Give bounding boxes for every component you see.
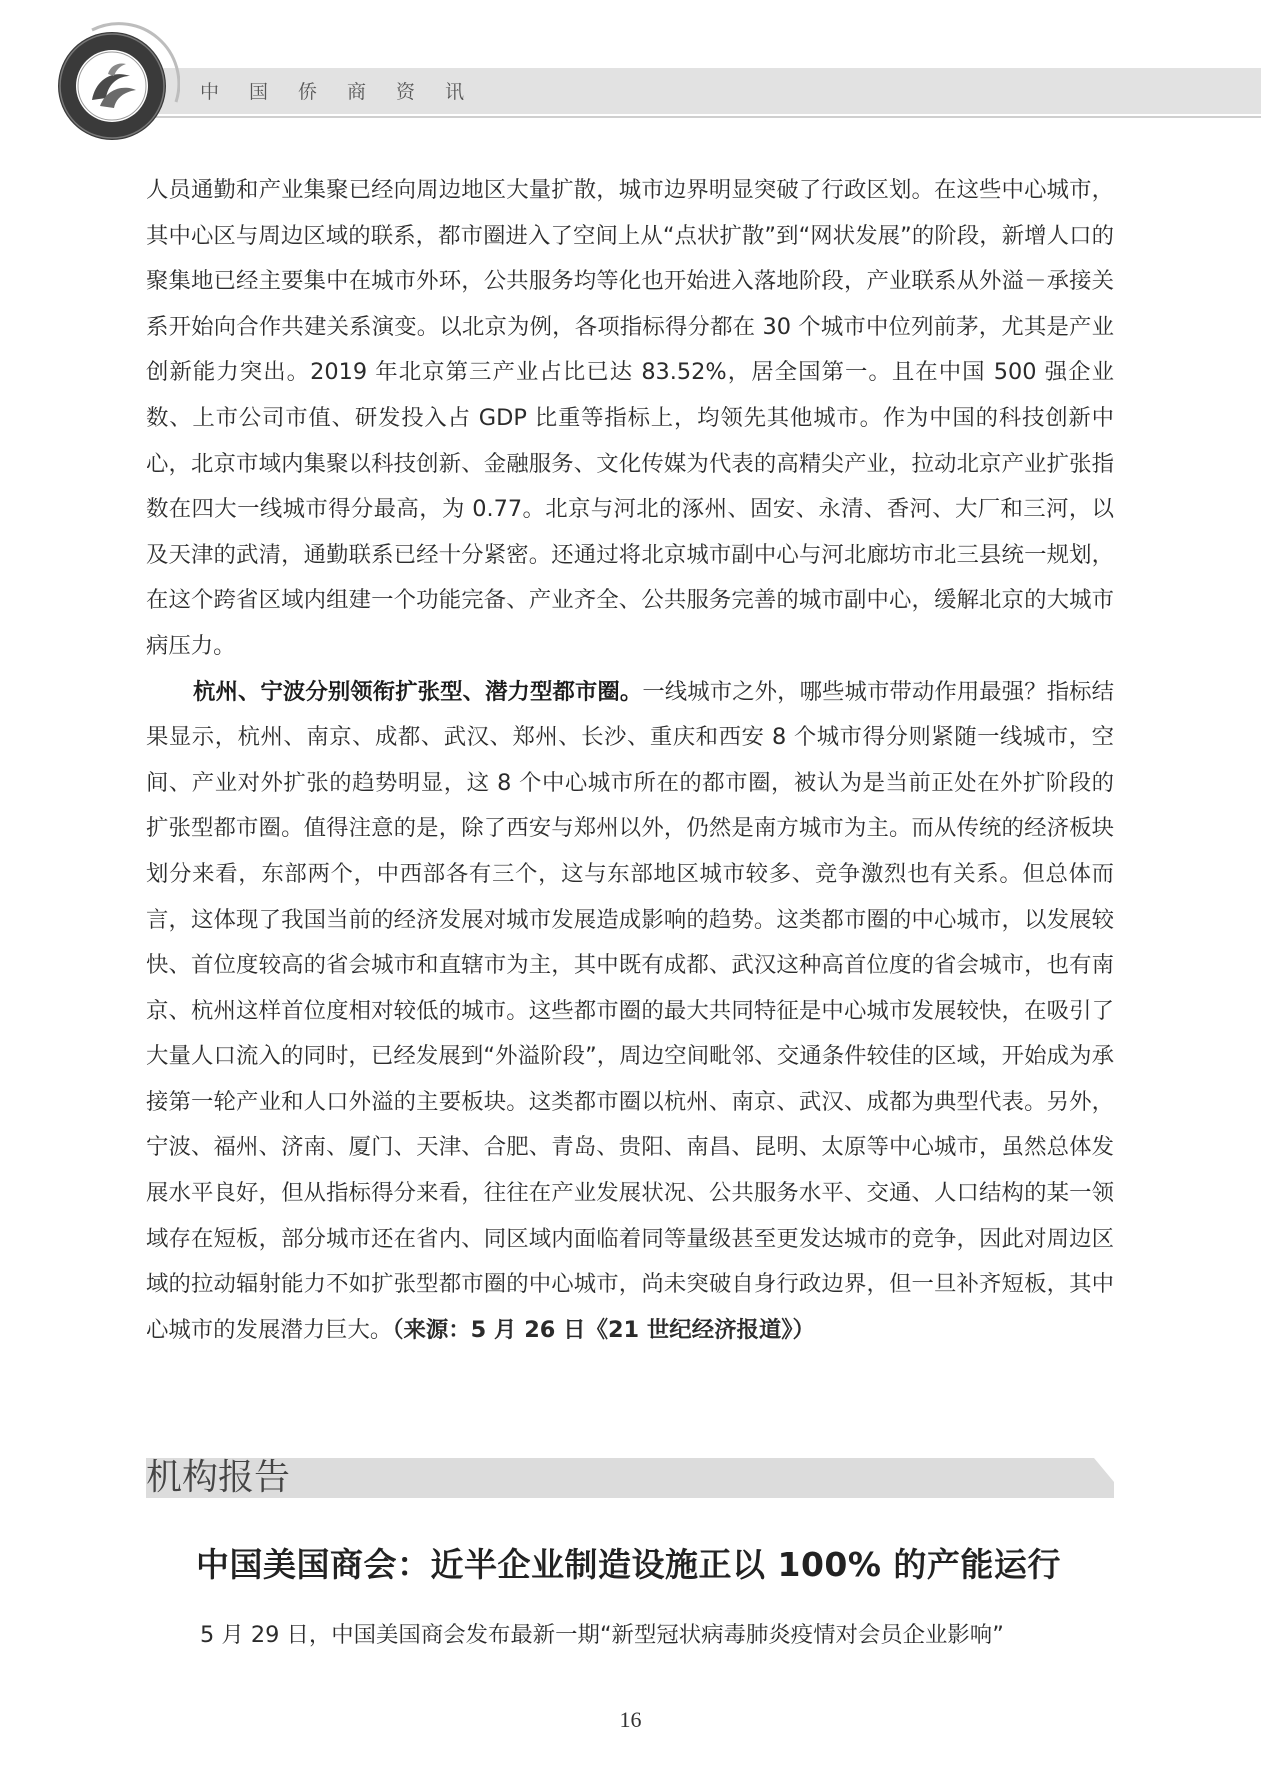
paragraph-2 <box>146 670 1114 1354</box>
publication-title: 中国侨商资讯 <box>200 81 495 103</box>
paragraph-2-text: 一线城市之外，哪些城市带动作用最强？指标结果显示，杭州、南京、成都、武汉、郑州、长沙、重庆和西安 8 个城市得分则紧随一线城市，空间、产业对外扩张的趋势明显，这 8 个中心城市所在的都市圈，被认为是当前正处在外扩阶段的扩张型都市圈。值得注意的是，除了西安与郑州以外，仍然是南方城市为主。而从传统的经济板块划分来看，东部两个，中西部各有三个，这与东部地区城市较多、竞争激烈也有关系。但总体而言，这体现了我国当前的经济发展对城市发展造成影响的趋势。这类都市圈的中心城市，以发展较快、首位度较高的省会城市和直辖市为主，其中既有成都、武汉这种高首位度的省会城市，也有南京、杭州这样首位度相对较低的城市。这些都市圈的最大共同特征是中心城市发展较快，在吸引了大量人口流入的同时，已经发展到“外溢阶段”，周边空间毗邻、交通条件较佳的区域，开始成为承接第一轮产业和人口外溢的主要板块。这类都市圈以杭州、南京、武汉、成都为典型代表。另外，宁波、福州、济南、厦门、天津、合肥、青岛、贵阳、南昌、昆明、太原等中心城市，虽然总体发展水平良好，但从指标得分来看，往往在产业发展状况、公共服务水平、交通、人口结构的某一领域存在短板，部分城市还在省内、同区域内面临着同等量级甚至更发达城市的竞争，因此对周边区域的拉动辐射能力不如扩张型都市圈的中心城市，尚未突破自身行政边界，但一旦补齐短板，其中心城市的发展潜力巨大。 <box>146 678 1115 1343</box>
paragraph-2-lead: 杭州、宁波分别领衔扩张型、潜力型都市圈。 <box>193 678 643 705</box>
section-bar <box>146 1458 1114 1498</box>
article-lead: 5 月 29 日，中国美国商会发布最新一期“新型冠状病毒肺炎疫情对会员企业影响” <box>200 1622 1004 1648</box>
section-title: 机构报告 <box>146 1457 291 1498</box>
paragraph-1-text: 人员通勤和产业集聚已经向周边地区大量扩散，城市边界明显突破了行政区划。在这些中心城市，其中心区与周边区域的联系，都市圈进入了空间上从“点状扩散”到“网状发展”的阶段，新增人口的聚集地已经主要集中在城市外环，公共服务均等化也开始进入落地阶段，产业联系从外溢－承接关系开始向合作共建关系演变。以北京为例，各项指标得分都在 30 个城市中位列前茅，尤其是产业创新能力突出。2019 年北京第三产业占比已达 83.52%，居全国第一。且在中国 500 强企业数、上市公司市值、研发投入占 GDP 比重等指标上，均领先其他城市。作为中国的科技创新中心，北京市域内集聚以科技创新、金融服务、文化传媒为代表的高精尖产业，拉动北京产业扩张指数在四大一线城市得分最高，为 0.77。北京与河北的涿州、固安、永清、香河、大厂和三河，以及天津的武清，通勤联系已经十分紧密。还通过将北京城市副中心与河北廊坊市北三县统一规划，在这个跨省区域内组建一个功能完备、产业齐全、公共服务完善的城市副中心，缓解北京的大城市病压力。 <box>146 177 1114 659</box>
source-citation: （来源：5 月 26 日《21 世纪经济报道》） <box>392 1316 815 1343</box>
paragraph-1 <box>146 168 1114 670</box>
article-body <box>146 168 1114 1353</box>
article-title: 中国美国商会：近半企业制造设施正以 100% 的产能运行 <box>196 1545 1061 1584</box>
page-number: 16 <box>619 1707 642 1732</box>
organization-logo <box>52 22 180 150</box>
